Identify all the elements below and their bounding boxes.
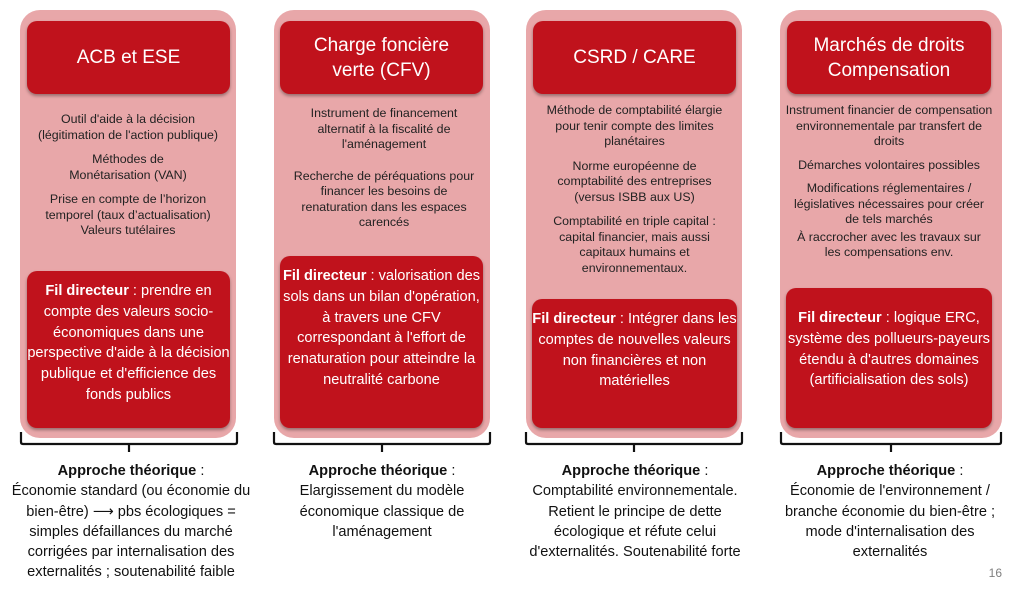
fil-directeur-box <box>280 256 483 428</box>
bracket-icon <box>271 430 493 456</box>
fil-directeur-label: Fil directeur <box>798 310 882 326</box>
approach-separator: : <box>447 463 456 479</box>
fil-directeur-text: : Intégrer dans les comptes de nouvelles valeurs non financières et non matérielles <box>538 311 737 390</box>
column-item: Prise en compte de l’horizon temporel (taux d’actualisation) Valeurs tutélaires <box>45 192 211 237</box>
column-item: Instrument de financement alternatif à la fiscalité de l'aménagement <box>310 106 458 151</box>
fil-directeur-text: : logique ERC, système des pollueurs-payeurs étendu à d'autres domaines (artificialisation des sols) <box>788 310 990 389</box>
column-title <box>787 21 991 94</box>
approach-text: Économie standard (ou économie du bien-être) ⟶ pbs écologiques = simples défaillances du marché corrigées par internalisation des externalités ; soutenabilité faible <box>11 483 251 581</box>
bracket-icon <box>18 430 240 456</box>
column-item: Norme européenne de comptabilité des entreprises (versus ISBB aux US) <box>557 158 712 204</box>
column-items <box>30 112 226 248</box>
column-title-text: ACB et ESE <box>76 47 181 68</box>
column-item: Comptabilité en triple capital : capital financier, mais aussi capitaux humains et environnementaux. <box>553 214 716 275</box>
column-title <box>280 21 483 94</box>
column-item: Démarches volontaires possibles <box>798 157 980 172</box>
bracket-icon <box>523 430 745 456</box>
column-title-text: Charge foncière verte (CFV) <box>313 34 450 81</box>
column-item: Modifications réglementaires / législatives nécessaires pour créer de tels marchés <box>793 181 985 226</box>
fil-directeur-label: Fil directeur <box>282 268 367 284</box>
column-title <box>27 21 230 94</box>
approach-text: Elargissement du modèle économique classique de l'aménagement <box>299 483 465 540</box>
approach-label: Approche théorique <box>308 463 448 479</box>
bracket-icon <box>778 430 1004 456</box>
column-item: Recherche de péréquations pour financer les besoins de renaturation dans les espaces carencés <box>293 168 475 229</box>
approach-text: Comptabilité environnementale. Retient le principe de dette écologique et réfute celui d'externalités. Soutenabilité forte <box>529 483 741 561</box>
fil-directeur-label: Fil directeur <box>532 311 616 327</box>
fil-directeur-box <box>532 299 737 428</box>
approach-label: Approche théorique <box>816 463 956 479</box>
column-item: À raccrocher avec les travaux sur les compensations env. <box>797 229 981 259</box>
column-items <box>286 106 482 240</box>
fil-directeur-label: Fil directeur <box>45 283 129 299</box>
approach-separator: : <box>955 463 964 479</box>
fil-directeur-text: : valorisation des sols dans un bilan d'opération, à travers une CFV correspondant à l'effort de renaturation pour atteindre la neutralité carbone <box>283 268 481 388</box>
column-item: Méthode de comptabilité élargie pour tenir compte des limites planétaires <box>546 103 723 148</box>
approach-block <box>768 461 1012 562</box>
approach-label: Approche théorique <box>561 463 701 479</box>
page-number: 16 <box>988 566 1002 580</box>
approach-block <box>512 461 758 562</box>
column-title <box>533 21 736 94</box>
column-item: Instrument financier de compensation environnementale par transfert de droits <box>785 103 993 148</box>
fil-directeur-box <box>786 288 992 428</box>
approach-separator: : <box>700 463 709 479</box>
column-item: Méthodes de Monétarisation (VAN) <box>69 152 187 182</box>
column-title-text: CSRD / CARE <box>573 47 696 68</box>
column-items <box>533 103 736 285</box>
column-item: Outil d'aide à la décision (légitimation de l'action publique) <box>37 112 219 142</box>
approach-separator: : <box>196 463 205 479</box>
column-items <box>783 103 995 270</box>
approach-text: Économie de l'environnement / branche économie du bien-être ; mode d'internalisation des externalités <box>784 483 996 561</box>
approach-label: Approche théorique <box>57 463 197 479</box>
approach-block <box>6 461 256 583</box>
fil-directeur-text: : prendre en compte des valeurs socio-économiques dans une perspective d'aide à la décision publique et d'efficience des fonds publics <box>27 283 230 403</box>
approach-block <box>282 461 482 542</box>
column-title-text: Marchés de droits Compensation <box>813 34 965 81</box>
fil-directeur-box <box>27 271 230 428</box>
